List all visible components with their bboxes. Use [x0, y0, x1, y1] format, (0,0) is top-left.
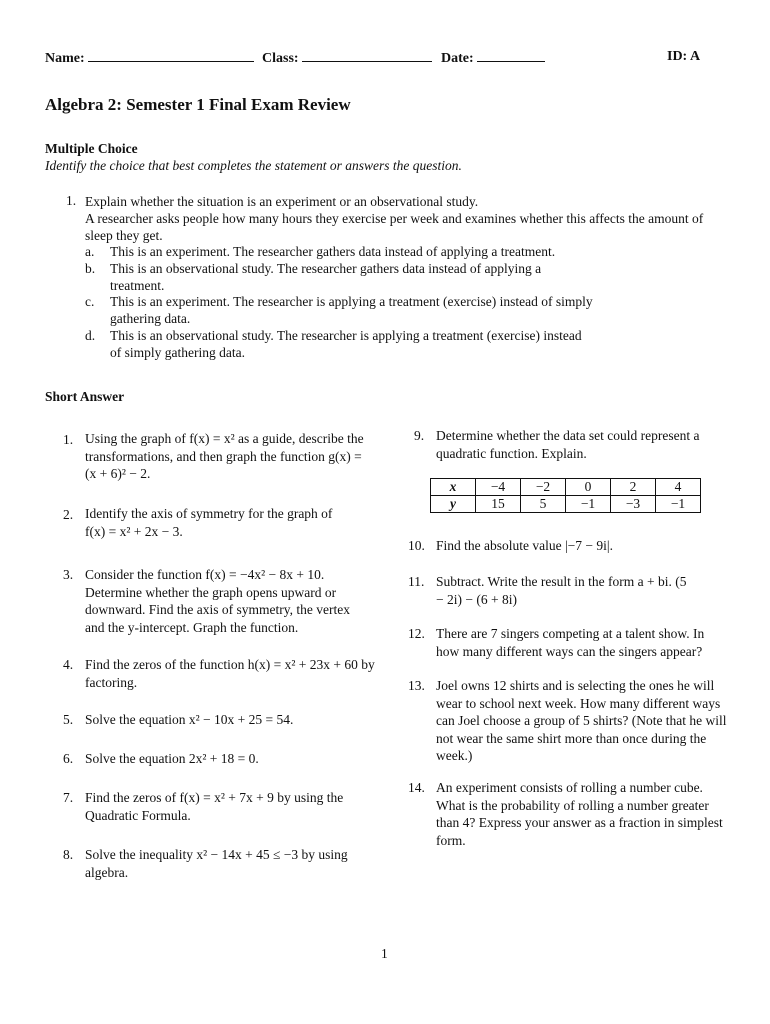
sa-q12-text: There are 7 singers competing at a talent show. In how many different ways can the singers appear?	[436, 626, 705, 659]
sa-q2-number: 2.	[63, 507, 74, 522]
header-fields	[45, 49, 254, 67]
mc-q1-line3: sleep they get.	[85, 228, 163, 243]
id-label: ID: A	[667, 49, 701, 64]
name-label: Name:	[45, 51, 85, 66]
y-cell: −1	[656, 496, 701, 513]
y-cell: 15	[476, 496, 521, 513]
sa-q14-text: An experiment consists of rolling a number cube. What is the probability of rolling a number greater than 4? Express your answer as a fraction in simplest form.	[436, 780, 723, 848]
sa-q9-text: Determine whether the data set could represent a quadratic function. Explain.	[436, 428, 700, 461]
table-row-y	[431, 496, 701, 513]
sa-q8-text: Solve the inequality x² − 14x + 45 ≤ −3 by using algebra.	[85, 847, 348, 880]
sa-q3-number: 3.	[63, 567, 74, 582]
sa-q3-text: Consider the function f(x) = −4x² − 8x + 10. Determine whether the graph opens upward or downward. Find the axis of symmetry, the vertex and the y-intercept. Graph the function.	[85, 567, 350, 635]
sa-q5-number: 5.	[63, 712, 74, 727]
class-blank	[302, 49, 432, 62]
y-cell: 5	[521, 496, 566, 513]
sa-q7-text: Find the zeros of f(x) = x² + 7x + 9 by using the Quadratic Formula.	[85, 790, 344, 823]
sa-q11-number: 11.	[408, 574, 425, 589]
sa-q4-number: 4.	[63, 657, 74, 672]
sa-q7-number: 7.	[63, 790, 74, 805]
x-cell: 2	[611, 479, 656, 496]
sa-q13-text: Joel owns 12 shirts and is selecting the ones he will wear to school next week. How many different ways can Joel choose a group of 5 shirts? (Note that he will not wear the same shirt more than once during the week.)	[436, 678, 727, 763]
class-label: Class:	[262, 51, 299, 66]
sa-q10-text: Find the absolute value |−7 − 9i|.	[436, 538, 613, 553]
mc-q1-stem	[85, 193, 735, 244]
sa-q1-number: 1.	[63, 432, 74, 447]
x-header-cell: x	[431, 479, 476, 496]
data-table	[430, 478, 701, 513]
mc-q1-option-a[interactable]: a. This is an experiment. The researcher gathers data instead of applying a treatment.	[85, 244, 556, 259]
sa-q11-text: Subtract. Write the result in the form a + bi. (5 − 2i) − (6 + 8i)	[436, 574, 687, 607]
x-cell: 4	[656, 479, 701, 496]
date-label: Date:	[441, 51, 474, 66]
sa-q4-text: Find the zeros of the function h(x) = x² + 23x + 60 by factoring.	[85, 657, 375, 690]
page-number: 1	[381, 946, 388, 961]
date-field	[441, 49, 545, 67]
sa-q1-text: Using the graph of f(x) = x² as a guide, describe the transformations, and then graph the function g(x) = (x + 6)² − 2.	[85, 431, 364, 481]
sa-q5-text: Solve the equation x² − 10x + 25 = 54.	[85, 712, 294, 727]
mc-q1-option-b[interactable]: b. This is an observational study. The researcher gathers data instead of applying a treatment.	[85, 261, 542, 293]
x-cell: −4	[476, 479, 521, 496]
y-header-cell: y	[431, 496, 476, 513]
sa-q6-text: Solve the equation 2x² + 18 = 0.	[85, 751, 259, 766]
class-field	[262, 49, 432, 67]
x-cell: −2	[521, 479, 566, 496]
mc-q1-line1: Explain whether the situation is an experiment or an observational study.	[85, 194, 479, 209]
name-blank	[88, 49, 254, 62]
page-title: Algebra 2: Semester 1 Final Exam Review	[45, 95, 351, 114]
sa-q12-number: 12.	[408, 626, 425, 641]
mc-q1-option-d[interactable]: d. This is an observational study. The researcher is applying a treatment (exercise) instead of simply gathering data.	[85, 328, 582, 360]
sa-q14-number: 14.	[408, 780, 425, 795]
mc-heading: Multiple Choice	[45, 141, 138, 156]
x-cell: 0	[566, 479, 611, 496]
mc-q1-line2: A researcher asks people how many hours they exercise per week and examines whether this affects the amount of	[85, 211, 704, 226]
date-blank	[477, 49, 545, 62]
mc-instructions: Identify the choice that best completes the statement or answers the question.	[45, 158, 462, 173]
mc-q1-number: 1.	[66, 193, 77, 208]
y-cell: −1	[566, 496, 611, 513]
table-row-x	[431, 479, 701, 496]
sa-q6-number: 6.	[63, 751, 74, 766]
sa-heading: Short Answer	[45, 389, 125, 404]
sa-q13-number: 13.	[408, 678, 425, 693]
sa-q8-number: 8.	[63, 847, 74, 862]
sa-q9-number: 9.	[414, 428, 425, 443]
sa-q10-number: 10.	[408, 538, 425, 553]
sa-q2-text: Identify the axis of symmetry for the graph of f(x) = x² + 2x − 3.	[85, 506, 333, 539]
y-cell: −3	[611, 496, 656, 513]
mc-q1-option-c[interactable]: c. This is an experiment. The researcher is applying a treatment (exercise) instead of simply gathering data.	[85, 294, 593, 326]
